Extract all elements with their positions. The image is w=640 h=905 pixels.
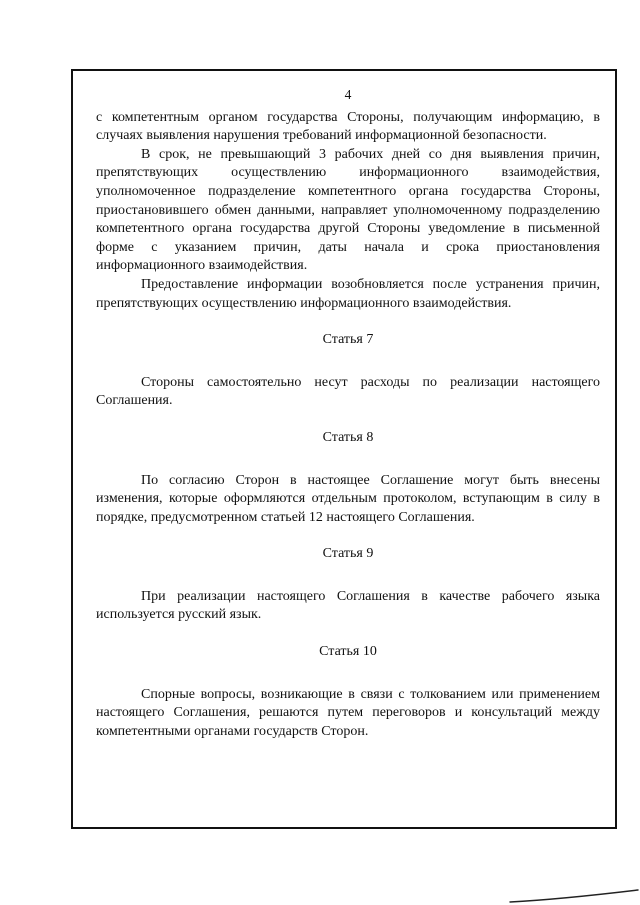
page-number: 4 (344, 87, 352, 102)
article-8-text: По согласию Сторон в настоящее Соглашение могут быть внесены изменения, которые оформляются отдельным протоколом, вступающим в силу в порядке, предусмотренном статьей 12 настоящего Соглашения. (96, 472, 600, 525)
paragraph-continuation: с компетентным органом государства Стороны, получающим информацию, в случаях выявления нарушения требований информационной безопасности. (96, 109, 600, 144)
paragraph-resumption: Предоставление информации возобновляется после устранения причин, препятствующих осуществлению информационного взаимодействия. (96, 276, 600, 311)
article-9-title: Статья 9 (322, 546, 374, 562)
article-7-title: Статья 7 (322, 332, 374, 348)
article-9-text: При реализации настоящего Соглашения в качестве рабочего языка используется русский язык. (96, 588, 600, 623)
paragraph-notification-deadline: В срок, не превышающий 3 рабочих дней со дня выявления причин, препятствующих осуществлению информационного взаимодействия, уполномоченное подразделение компетентного органа государства Стороны, приостановившего обмен данными, направляет уполномоченному подразделению компетентного органа государства другой Стороны уведомление в письменной форме с указанием причин, даты начала и срока приостановления информационного взаимодействия. (96, 146, 600, 274)
article-7-text: Стороны самостоятельно несут расходы по реализации настоящего Соглашения. (96, 374, 600, 409)
document-content (96, 86, 600, 741)
article-10-text: Спорные вопросы, возникающие в связи с толкованием или применением настоящего Соглашения, решаются путем переговоров и консультаций между компетентными органами государств Сторон. (96, 686, 600, 739)
signature-stroke (508, 888, 640, 904)
article-10-title: Статья 10 (319, 644, 377, 660)
article-8-title: Статья 8 (322, 429, 374, 445)
